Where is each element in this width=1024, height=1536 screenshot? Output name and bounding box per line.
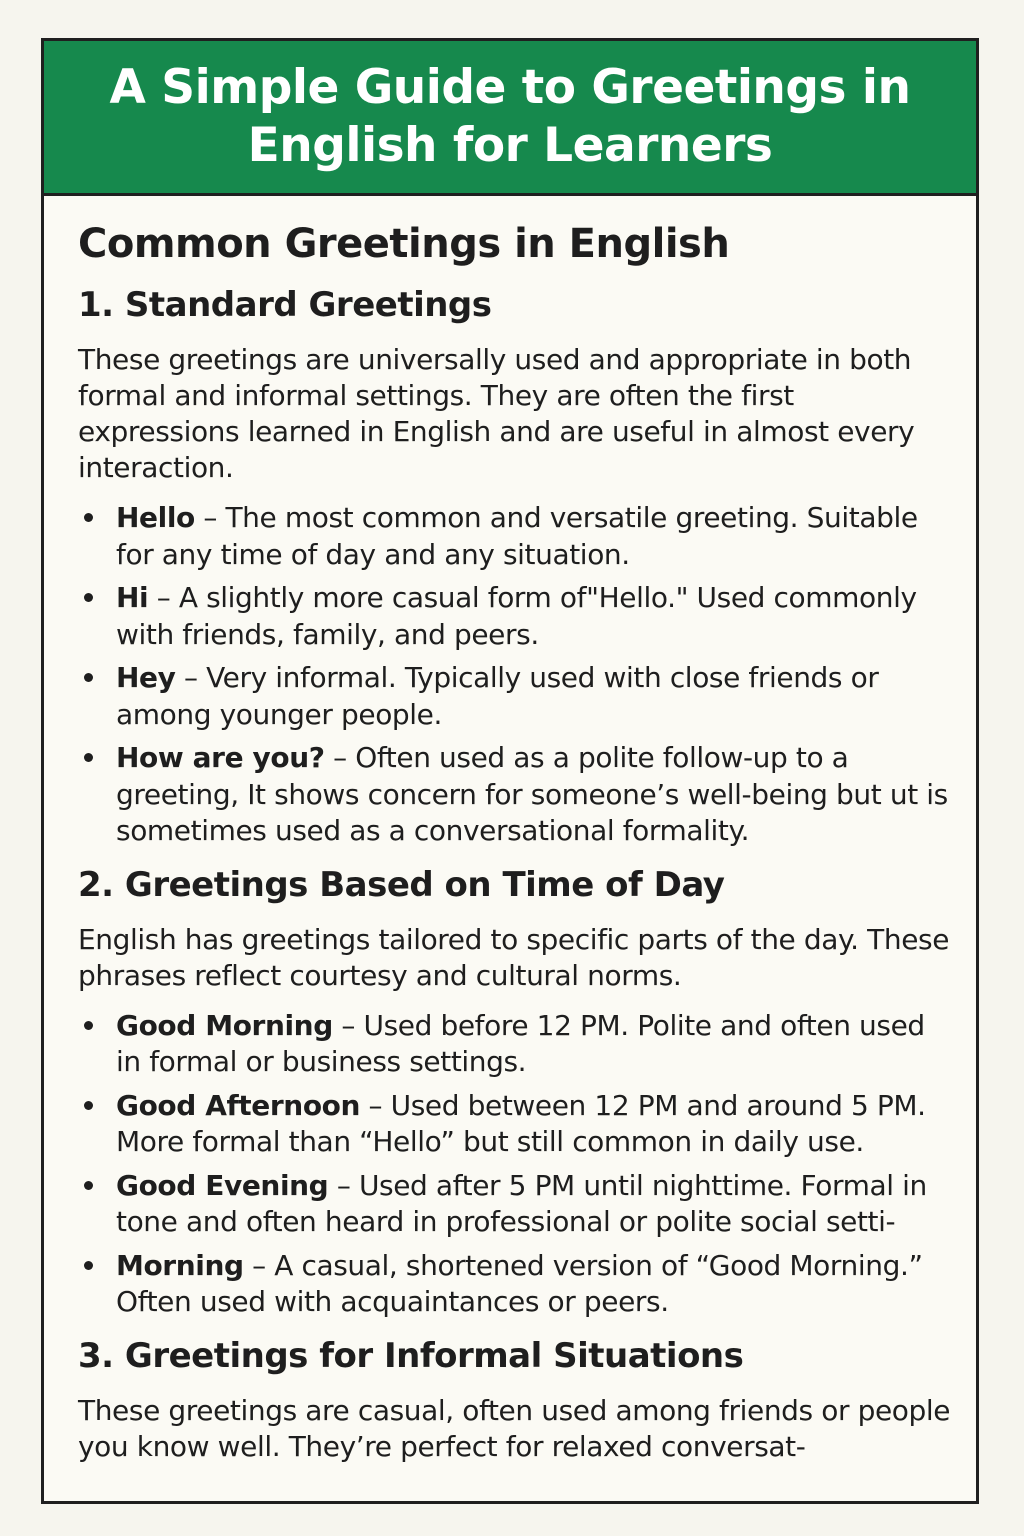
section-informal-greetings (78, 1333, 956, 1465)
list-item (78, 500, 956, 573)
section-time-of-day-greetings (78, 862, 956, 1321)
greeting-description: Used before 12 PM. Polite and often used in formal or business settings. (116, 1008, 925, 1078)
list-item (78, 660, 956, 733)
greeting-description: The most common and versatile greeting. Suitable for any time of day and any situation. (116, 501, 918, 571)
bullet-icon (84, 1101, 93, 1110)
term-separator: – (148, 581, 179, 614)
list-item (78, 1008, 956, 1081)
greeting-term: Hey (116, 661, 176, 694)
main-heading: Common Greetings in English (78, 221, 730, 267)
guide-content (44, 196, 976, 1465)
bullet-icon (84, 513, 93, 522)
title-banner (44, 41, 976, 196)
section-intro: These greetings are universally used and appropriate in both formal and informal settings. They are often the first expressions learned in English and are useful in almost every interaction. (78, 343, 915, 484)
greeting-description: Used after 5 PM until nighttime. Formal in tone and often heard in professional or polite social setti- (116, 1168, 927, 1238)
greeting-description: A casual, shortened version of “Good Morning.” Often used with acquaintances or peers. (116, 1248, 923, 1318)
bullet-icon (84, 1261, 93, 1270)
list-item (78, 1168, 956, 1241)
term-separator: – (328, 1168, 359, 1202)
greeting-description: Often used as a polite follow-up to a greeting, It shows concern for someone’s well-being but ut is sometimes used as a conversational formality. (116, 741, 948, 847)
greeting-description: Very informal. Typically used with close friends or among younger people. (116, 661, 879, 731)
bullet-icon (84, 1181, 93, 1190)
greeting-term: Good Evening (116, 1168, 329, 1202)
bullet-icon (84, 673, 93, 682)
term-separator: – (324, 741, 356, 774)
term-separator: – (332, 1008, 364, 1042)
greeting-term: Hello (116, 501, 195, 534)
section-title: 2. Greetings Based on Time of Day (78, 864, 725, 905)
section-standard-greetings (78, 282, 956, 850)
greeting-term: Morning (116, 1248, 244, 1282)
greeting-description: Used between 12 PM and around 5 PM. More formal than “Hello” but still common in daily use. (116, 1088, 926, 1158)
greeting-description: A slightly more casual form of"Hello." Used commonly with friends, family, and peers. (116, 581, 917, 651)
list-item (78, 740, 956, 850)
list-item (78, 1088, 956, 1161)
list-item (78, 580, 956, 653)
bullet-icon (84, 1021, 93, 1030)
bullet-icon (84, 753, 93, 762)
guide-poster (41, 38, 979, 1504)
greeting-list (78, 1008, 956, 1321)
term-separator: – (243, 1248, 275, 1282)
section-intro: English has greetings tailored to specific parts of the day. These phrases reflect courtesy and cultural norms. (78, 922, 950, 992)
section-title: 3. Greetings for Informal Situations (78, 1335, 744, 1376)
greeting-term: How are you? (116, 741, 325, 774)
greeting-list (78, 500, 956, 850)
page-title: A Simple Guide to Greetings in English for Learners (109, 60, 911, 173)
term-separator: – (360, 1088, 391, 1122)
bullet-icon (84, 593, 93, 602)
greeting-term: Hi (116, 581, 149, 614)
term-separator: – (194, 501, 226, 534)
greeting-term: Good Morning (116, 1008, 333, 1042)
greeting-term: Good Afternoon (116, 1088, 361, 1122)
list-item (78, 1248, 956, 1321)
term-separator: – (175, 661, 207, 694)
section-title: 1. Standard Greetings (78, 285, 492, 325)
section-intro: These greetings are casual, often used among friends or people you know well. They’re perfect for relaxed conversat- (78, 1393, 951, 1463)
